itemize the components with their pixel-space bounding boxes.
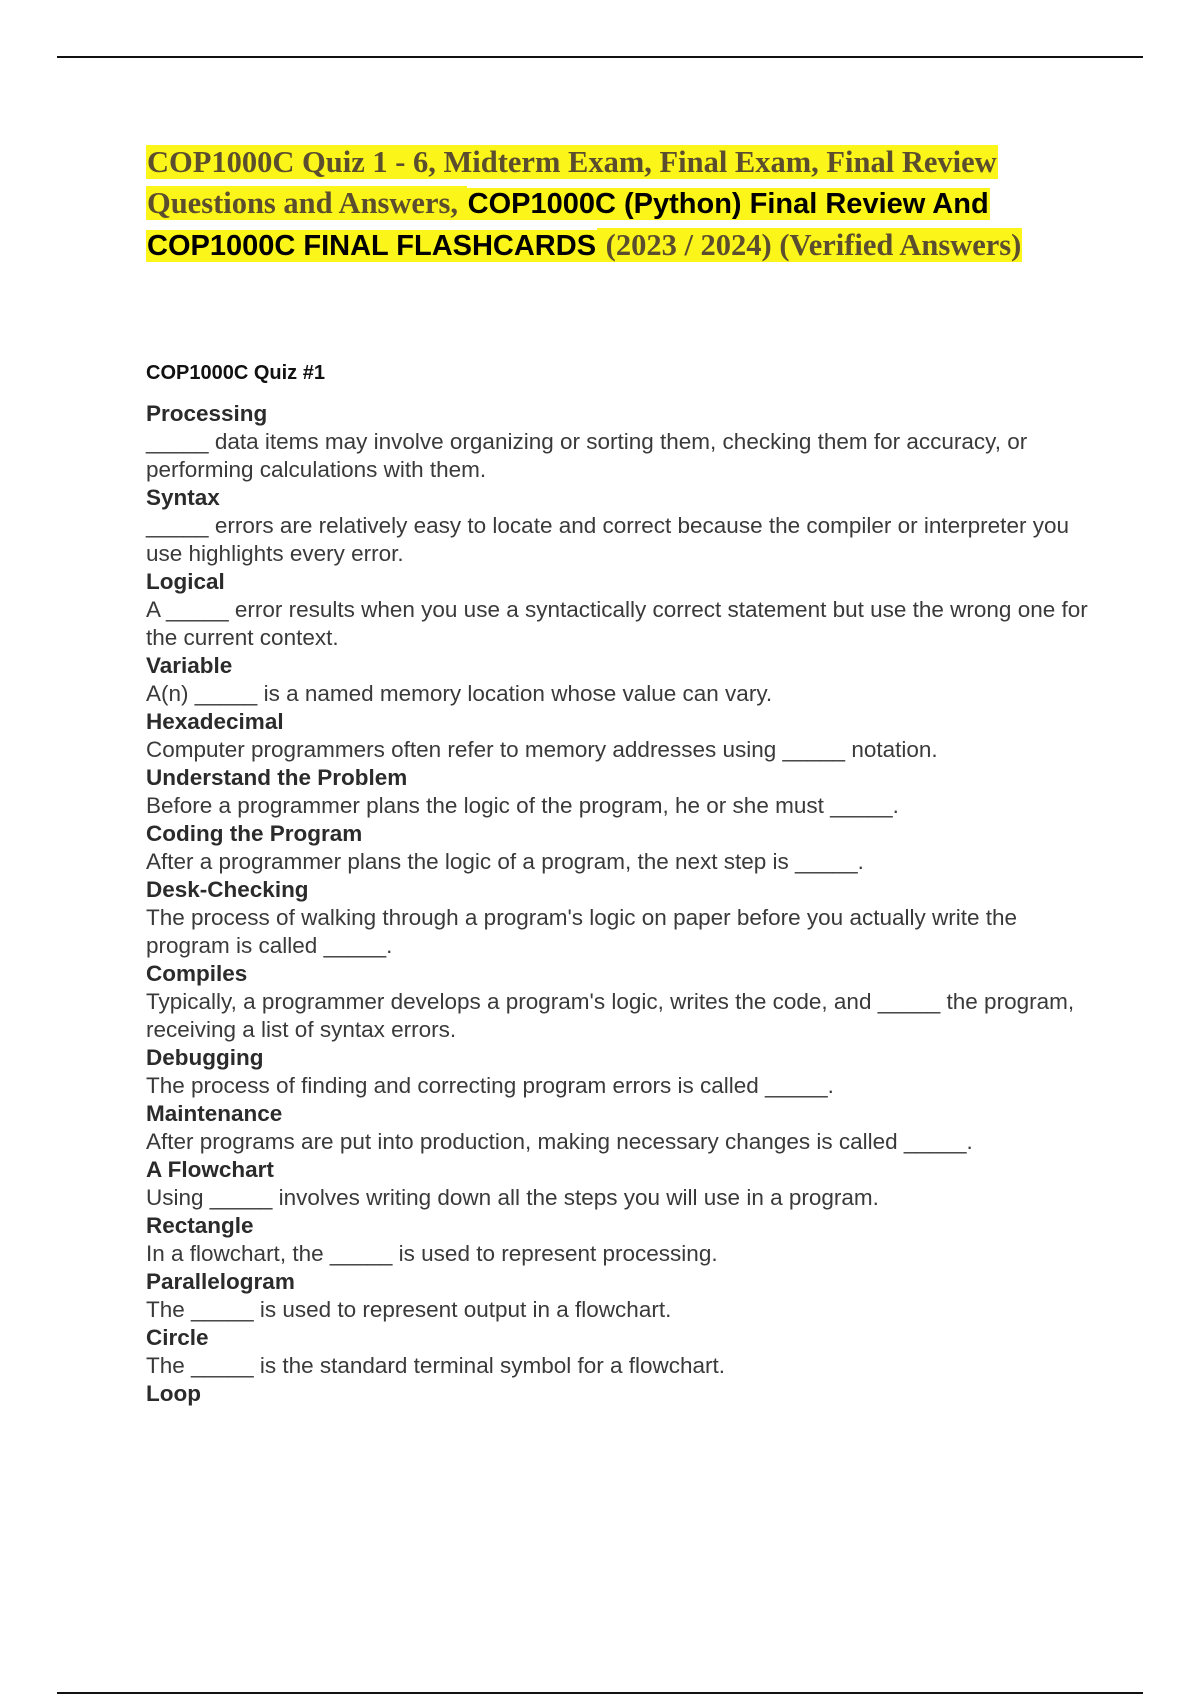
flashcard-term: Parallelogram	[146, 1269, 295, 1294]
flashcard-term: Compiles	[146, 961, 248, 986]
flashcard-term: Rectangle	[146, 1213, 254, 1238]
flashcard-term: Variable	[146, 653, 233, 678]
flashcard-term: Debugging	[146, 1045, 264, 1070]
flashcard	[146, 1100, 1096, 1156]
flashcard-term: Maintenance	[146, 1101, 283, 1126]
flashcard	[146, 1212, 1096, 1268]
flashcard-definition: _____ errors are relatively easy to locate and correct because the compiler or interpreter you use highlights every error.	[146, 513, 1069, 566]
flashcard-definition: In a flowchart, the _____ is used to represent processing.	[146, 1241, 718, 1266]
flashcard	[146, 876, 1096, 960]
flashcard-term: Coding the Program	[146, 821, 363, 846]
flashcard	[146, 400, 1096, 484]
flashcard	[146, 764, 1096, 820]
flashcard-definition: After programs are put into production, making necessary changes is called _____.	[146, 1129, 973, 1154]
flashcard	[146, 960, 1096, 1044]
flashcard-definition: Typically, a programmer develops a program's logic, writes the code, and _____ the program, receiving a list of syntax errors.	[146, 989, 1075, 1042]
flashcard-term: Hexadecimal	[146, 709, 284, 734]
flashcard-list	[146, 400, 1096, 1408]
flashcard-term: Syntax	[146, 485, 220, 510]
flashcard	[146, 484, 1096, 568]
flashcard-term: Processing	[146, 401, 268, 426]
flashcard-definition: The process of finding and correcting program errors is called _____.	[146, 1073, 834, 1098]
section-heading: COP1000C Quiz #1	[146, 362, 325, 384]
flashcard-definition: The _____ is the standard terminal symbol for a flowchart.	[146, 1353, 726, 1378]
flashcard-definition: After a programmer plans the logic of a program, the next step is _____.	[146, 849, 864, 874]
flashcard	[146, 820, 1096, 876]
flashcard-term: A Flowchart	[146, 1157, 274, 1182]
flashcard	[146, 708, 1096, 764]
flashcard-term: Circle	[146, 1325, 209, 1350]
flashcard-definition: Using _____ involves writing down all the steps you will use in a program.	[146, 1185, 879, 1210]
flashcard-definition: A(n) _____ is a named memory location whose value can vary.	[146, 681, 773, 706]
flashcard-definition: The _____ is used to represent output in a flowchart.	[146, 1297, 672, 1322]
flashcard	[146, 1044, 1096, 1100]
title-serif-part-2: (2023 / 2024) (Verified Answers)	[598, 228, 1022, 262]
title-sans-part: COP1000C (Python) Final Review And COP1000C FINAL FLASHCARDS	[147, 188, 989, 262]
flashcard	[146, 1380, 1096, 1408]
flashcard-definition: _____ data items may involve organizing or sorting them, checking them for accuracy, or performing calculations with them.	[146, 429, 1028, 482]
bottom-rule	[57, 1692, 1143, 1694]
flashcard-term: Logical	[146, 569, 225, 594]
document-body	[146, 142, 1096, 1408]
document-title	[146, 142, 1096, 267]
flashcard-term: Desk-Checking	[146, 877, 309, 902]
flashcard	[146, 1324, 1096, 1380]
title-serif-part-1: COP1000C Quiz 1 - 6, Midterm Exam, Final Exam, Final Review Questions and Answers,	[147, 145, 997, 220]
flashcard	[146, 1156, 1096, 1212]
flashcard-definition: Computer programmers often refer to memory addresses using _____ notation.	[146, 737, 938, 762]
flashcard-definition: The process of walking through a program's logic on paper before you actually write the program is called _____.	[146, 905, 1018, 958]
flashcard-term: Understand the Problem	[146, 765, 408, 790]
flashcard	[146, 1268, 1096, 1324]
flashcard-term: Loop	[146, 1381, 201, 1406]
flashcard	[146, 568, 1096, 652]
top-rule	[57, 56, 1143, 58]
flashcard	[146, 652, 1096, 708]
flashcard-definition: Before a programmer plans the logic of the program, he or she must _____.	[146, 793, 899, 818]
flashcard-definition: A _____ error results when you use a syntactically correct statement but use the wrong one for the current context.	[146, 597, 1088, 650]
